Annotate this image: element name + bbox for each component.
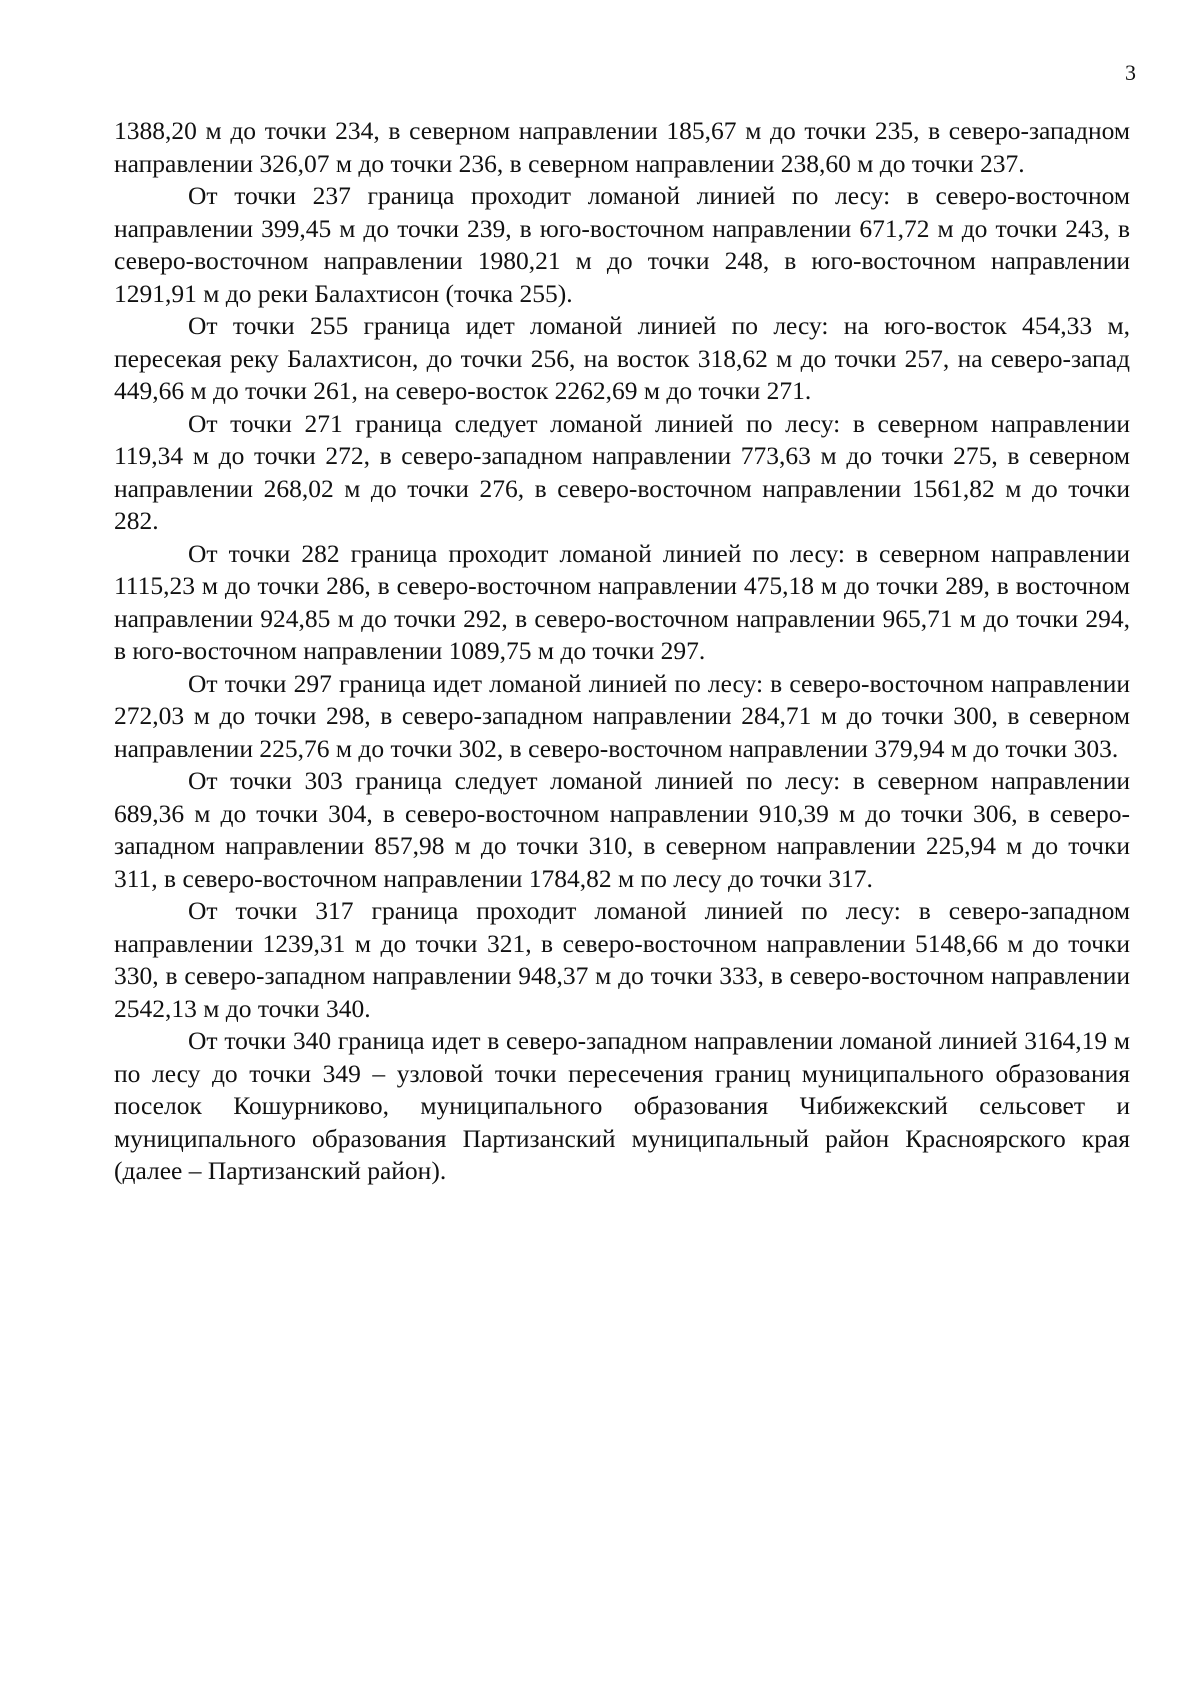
page-number: 3 [1125, 60, 1136, 85]
paragraph-point-282: От точки 282 граница проходит ломаной линией по лесу: в северном направлении 1115,23 м до точки 286, в северо-восточном направлении 475,18 м до точки 289, в восточном направлении 924,85 м до точки 292, в северо-восточном направлении 965,71 м до точки 294, в юго-восточном направлении 1089,75 м до точки 297. [114, 538, 1130, 665]
paragraph-continuation: 1388,20 м до точки 234, в северном направлении 185,67 м до точки 235, в северо-западном направлении 326,07 м до точки 236, в северном направлении 238,60 м до точки 237. [114, 116, 1130, 178]
paragraph-point-303: От точки 303 граница следует ломаной линией по лесу: в северном направлении 689,36 м до точки 304, в северо-восточном направлении 910,39 м до точки 306, в северо-западном направлении 857,98 м до точки 310, в северном направлении 225,94 м до точки 311, в северо-восточном направлении 1784,82 м по лесу до точки 317. [114, 766, 1130, 893]
document-body [114, 115, 1130, 1188]
paragraph-point-237: От точки 237 граница проходит ломаной линией по лесу: в северо-восточном направлении 399,45 м до точки 239, в юго-восточном направлении 671,72 м до точки 243, в северо-восточном направлении 1980,21 м до точки 248, в юго-восточном направлении 1291,91 м до реки Балахтисон (точка 255). [114, 181, 1130, 308]
paragraph-point-340: От точки 340 граница идет в северо-западном направлении ломаной линией 3164,19 м по лесу до точки 349 – узловой точки пересечения границ муниципального образования поселок Кошурниково, муниципального образования Чибижекский сельсовет и муниципального образования Партизанский муниципальный район Красноярского края (далее – Партизанский район). [114, 1026, 1130, 1185]
paragraph-point-317: От точки 317 граница проходит ломаной линией по лесу: в северо-западном направлении 1239,31 м до точки 321, в северо-восточном направлении 5148,66 м до точки 330, в северо-западном направлении 948,37 м до точки 333, в северо-восточном направлении 2542,13 м до точки 340. [114, 896, 1130, 1023]
paragraph-point-271: От точки 271 граница следует ломаной линией по лесу: в северном направлении 119,34 м до точки 272, в северо-западном направлении 773,63 м до точки 275, в северном направлении 268,02 м до точки 276, в северо-восточном направлении 1561,82 м до точки 282. [114, 408, 1130, 535]
paragraph-point-297: От точки 297 граница идет ломаной линией по лесу: в северо-восточном направлении 272,03 м до точки 298, в северо-западном направлении 284,71 м до точки 300, в северном направлении 225,76 м до точки 302, в северо-восточном направлении 379,94 м до точки 303. [114, 668, 1130, 763]
paragraph-point-255: От точки 255 граница идет ломаной линией по лесу: на юго-восток 454,33 м, пересекая реку Балахтисон, до точки 256, на восток 318,62 м до точки 257, на северо-запад 449,66 м до точки 261, на северо-восток 2262,69 м до точки 271. [114, 311, 1130, 405]
